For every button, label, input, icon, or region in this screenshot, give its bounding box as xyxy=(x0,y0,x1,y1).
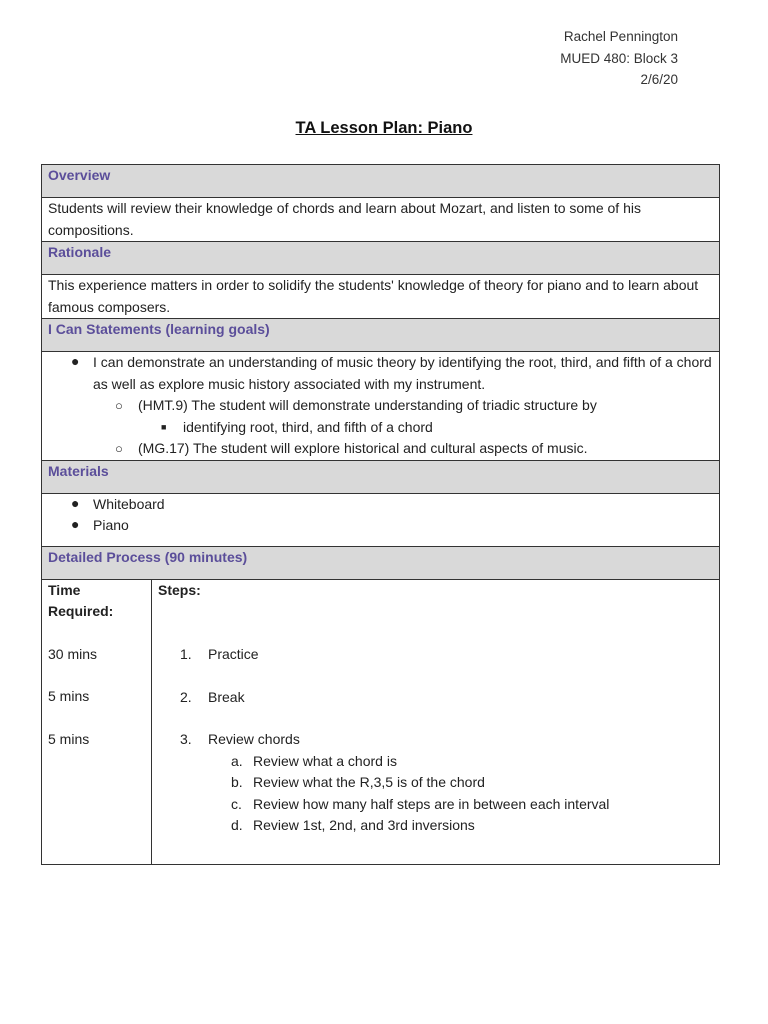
time-item: 5 mins xyxy=(48,730,90,747)
step-label: Practice xyxy=(208,646,259,662)
steps-heading: Steps: xyxy=(158,581,201,598)
step-item xyxy=(158,687,713,709)
substep-label: Review how many half steps are in between each interval xyxy=(253,795,610,812)
step-label: Review chords xyxy=(208,731,300,747)
materials-list xyxy=(48,494,713,537)
overview-header-row xyxy=(42,165,720,198)
time-item: 5 mins xyxy=(48,688,90,704)
substep-letter: a. xyxy=(231,752,243,769)
goals-body-row xyxy=(42,352,720,461)
materials-body xyxy=(42,493,720,546)
goal-subitem-text: (MG.17) The student will explore historical and cultural aspects of music. xyxy=(138,440,588,456)
time-heading: Time Required: xyxy=(48,581,114,619)
rationale-text: This experience matters in order to solidify the students' knowledge of theory for piano and to learn about famous composers. xyxy=(42,275,720,319)
time-column xyxy=(42,579,152,864)
substep-item xyxy=(158,751,713,773)
step-number: 2. xyxy=(180,688,192,705)
time-item: 30 mins xyxy=(48,645,98,662)
goal-subitem xyxy=(48,395,713,417)
document-title: TA Lesson Plan: Piano xyxy=(295,119,473,137)
substep-item xyxy=(158,772,713,794)
goals-heading: I Can Statements (learning goals) xyxy=(42,319,720,352)
goals-header-row xyxy=(42,319,720,352)
materials-heading: Materials xyxy=(42,460,720,493)
goals-list xyxy=(48,352,713,460)
document-header xyxy=(560,26,678,91)
material-item xyxy=(48,515,713,537)
material-item-text: Whiteboard xyxy=(93,495,165,512)
goal-item xyxy=(48,352,713,395)
goal-subitem xyxy=(48,438,713,460)
goal-subsubitem xyxy=(48,417,713,439)
course-block: MUED 480: Block 3 xyxy=(560,50,678,66)
bullet-disc-icon: ● xyxy=(71,516,80,532)
step-label: Break xyxy=(208,688,245,705)
goal-subitem-text: (HMT.9) The student will demonstrate understanding of triadic structure by xyxy=(138,397,597,413)
materials-body-row xyxy=(42,493,720,546)
step-number: 1. xyxy=(180,646,192,662)
steps-column xyxy=(152,579,720,864)
material-item xyxy=(48,494,713,516)
bullet-circle-icon: ○ xyxy=(115,398,123,413)
goals-body xyxy=(42,352,720,461)
bullet-circle-icon: ○ xyxy=(115,441,123,456)
substep-item xyxy=(158,794,713,816)
substep-label: Review what a chord is xyxy=(253,752,397,769)
bullet-square-icon: ■ xyxy=(161,421,167,432)
substep-label: Review what the R,3,5 is of the chord xyxy=(253,774,485,790)
substep-letter: c. xyxy=(231,795,242,812)
overview-body-row xyxy=(42,198,720,242)
rationale-heading: Rationale xyxy=(42,242,720,275)
process-header-row xyxy=(42,546,720,579)
process-body-row xyxy=(42,579,720,864)
substep-label: Review 1st, 2nd, and 3rd inversions xyxy=(253,817,475,833)
material-item-text: Piano xyxy=(93,517,129,533)
goal-subsubitem-text: identifying root, third, and fifth of a chord xyxy=(183,418,433,435)
substep-letter: b. xyxy=(231,774,243,790)
overview-heading: Overview xyxy=(42,165,720,198)
step-item xyxy=(158,644,713,666)
goal-item-text: I can demonstrate an understanding of music theory by identifying the root, third, and fifth of a chord as well as explore music history associated with my instrument. xyxy=(93,354,712,392)
substep-item xyxy=(158,815,713,837)
rationale-header-row xyxy=(42,242,720,275)
process-heading: Detailed Process (90 minutes) xyxy=(42,546,720,579)
author-name: Rachel Pennington xyxy=(563,29,678,44)
bullet-disc-icon: ● xyxy=(71,353,80,369)
materials-header-row xyxy=(42,460,720,493)
document-date: 2/6/20 xyxy=(640,72,678,87)
lesson-plan-table xyxy=(41,164,720,865)
substep-letter: d. xyxy=(231,817,243,833)
rationale-body-row xyxy=(42,275,720,319)
step-item xyxy=(158,729,713,751)
overview-text: Students will review their knowledge of chords and learn about Mozart, and listen to some of his compositions. xyxy=(42,198,720,242)
step-number: 3. xyxy=(180,731,192,747)
bullet-disc-icon: ● xyxy=(71,494,80,511)
